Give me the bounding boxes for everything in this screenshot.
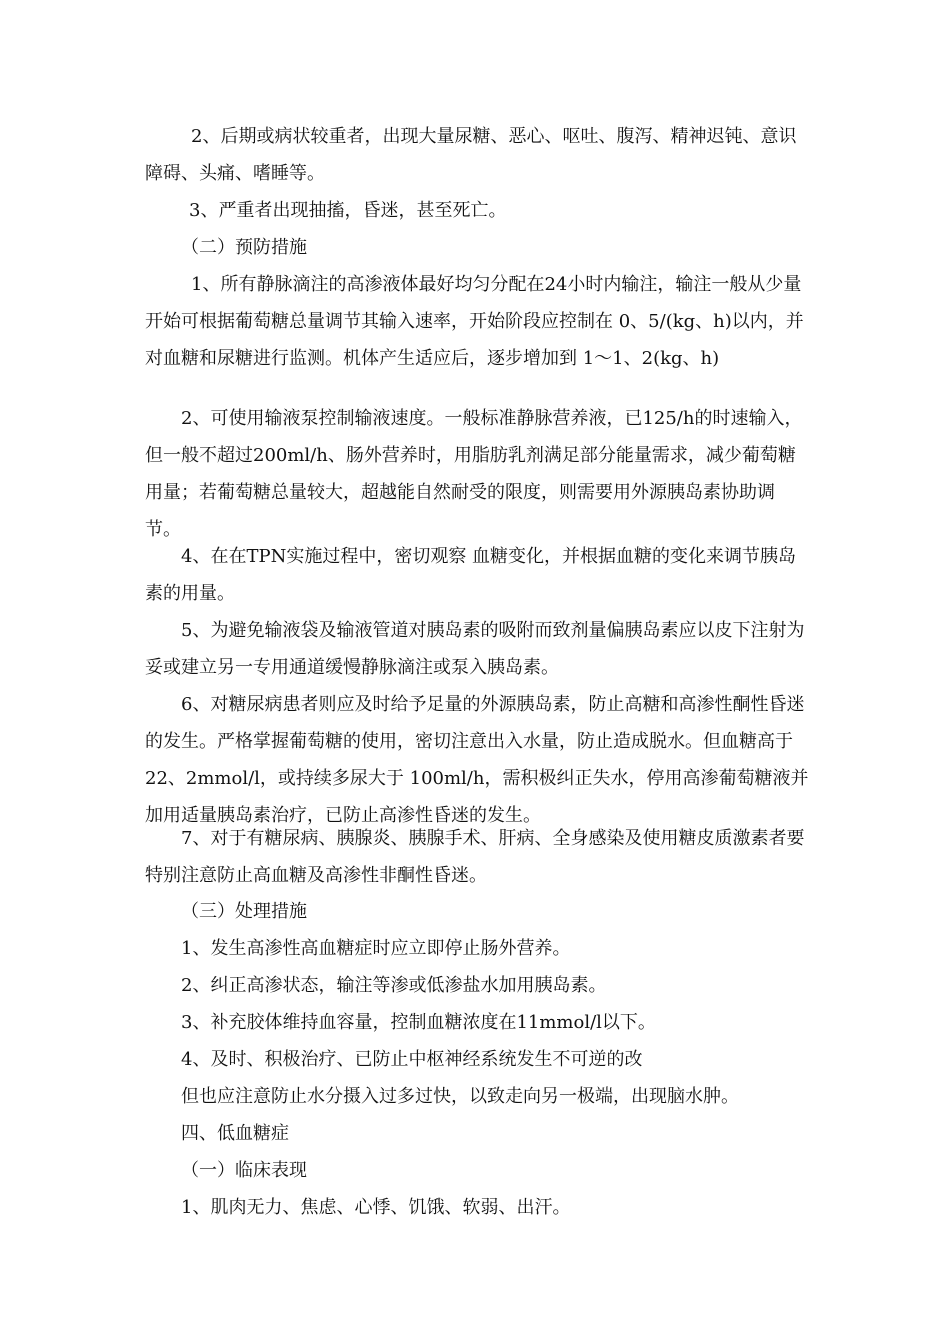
- section-heading: 四、低血糖症: [181, 1123, 289, 1144]
- paragraph: 2、纠正高渗状态，输注等渗或低渗盐水加用胰岛素。: [181, 975, 607, 996]
- paragraph: 1、发生高渗性高血糖症时应立即停止肠外营养。: [181, 938, 571, 959]
- section-heading: （二）预防措施: [181, 237, 307, 258]
- paragraph: 3、严重者出现抽搐，昏迷，甚至死亡。: [189, 200, 507, 221]
- paragraph: 3、补充胶体维持血容量，控制血糖浓度在11mmol/l以下。: [181, 1012, 656, 1033]
- paragraph: 1、所有静脉滴注的高渗液体最好均匀分配在24小时内输注，输注一般从少量开始可根据葡萄糖总量调节其输入速率，开始阶段应控制在 0、5/(kg、h)以内，并对血糖和尿糖进行监测。机体产生适应后，逐步增加到 1～1、2(kg、h): [145, 274, 804, 369]
- section-heading: （一）临床表现: [181, 1160, 307, 1181]
- paragraph: 6、对糖尿病患者则应及时给予足量的外源胰岛素，防止高糖和高渗性酮性昏迷的发生。严格掌握葡萄糖的使用，密切注意出入水量，防止造成脱水。但血糖高于 22、2mmol/l，或持续多尿大于 100ml/h，需积极纠正失水，停用高渗葡萄糖液并加用适量胰岛素治疗，已防止高渗性昏迷的发生。: [145, 694, 809, 826]
- paragraph: 4、在在TPN实施过程中，密切观察 血糖变化，并根据血糖的变化来调节胰岛素的用量。: [145, 546, 797, 604]
- paragraph: 2、可使用输液泵控制输液速度。一般标准静脉营养液，已125/h的时速输入，但一般不超过200ml/h、肠外营养时，用脂肪乳剂满足部分能量需求，减少葡萄糖用量；若葡萄糖总量较大，超越能自然耐受的限度，则需要用外源胰岛素协助调节。: [145, 408, 803, 540]
- paragraph: 5、为避免输液袋及输液管道对胰岛素的吸附而致剂量偏胰岛素应以皮下注射为妥或建立另一专用通道缓慢静脉滴注或泵入胰岛素。: [145, 620, 805, 678]
- paragraph: 1、肌肉无力、焦虑、心悸、饥饿、软弱、出汗。: [181, 1197, 571, 1218]
- paragraph: 但也应注意防止水分摄入过多过快，以致走向另一极端，出现脑水肿。: [181, 1086, 739, 1107]
- paragraph: 2、后期或病状较重者，出现大量尿糖、恶心、呕吐、腹泻、精神迟钝、意识障碍、头痛、嗜睡等。: [145, 126, 797, 184]
- paragraph: 4、及时、积极治疗、已防止中枢神经系统发生不可逆的改: [181, 1049, 643, 1070]
- section-heading: （三）处理措施: [181, 901, 307, 922]
- paragraph: 7、对于有糖尿病、胰腺炎、胰腺手术、肝病、全身感染及使用糖皮质激素者要特别注意防止高血糖及高渗性非酮性昏迷。: [145, 828, 805, 886]
